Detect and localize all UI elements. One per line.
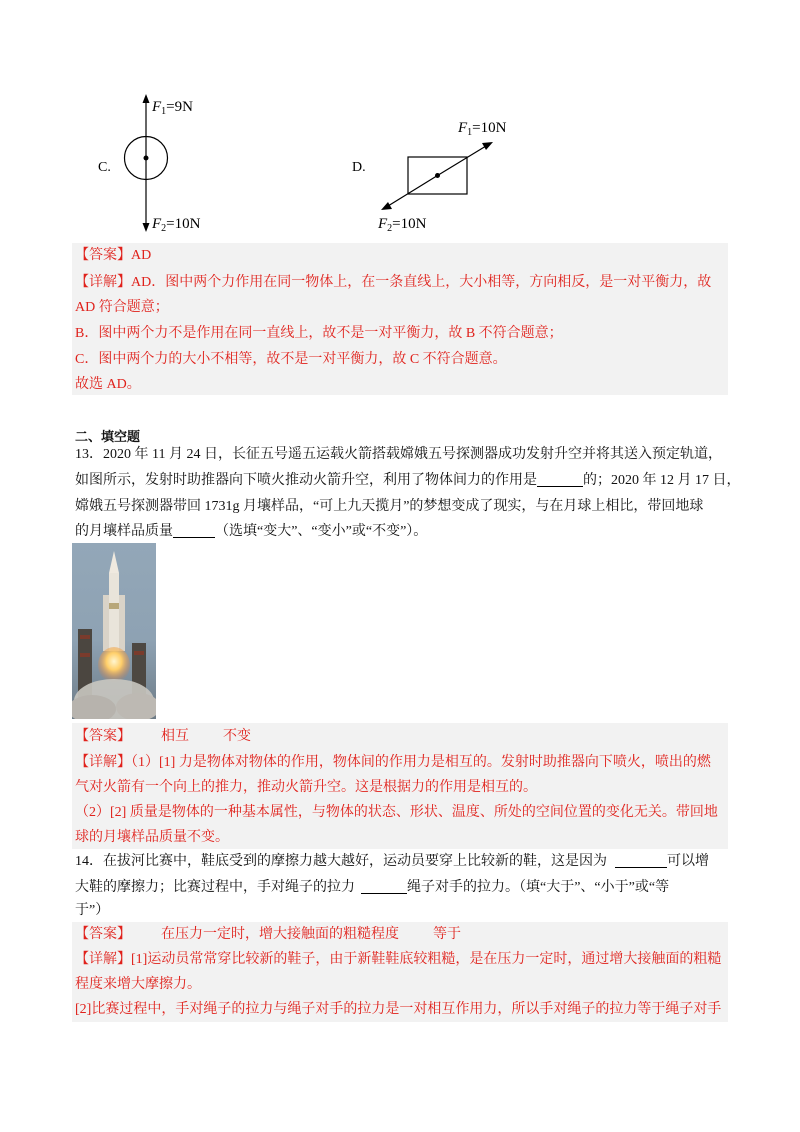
q13-text-line-4: 的月壤样品质量 （选填“变大”、“变小”或“不变”）。 xyxy=(75,524,428,539)
q12-detail-line-4: C．图中两个力的大小不相等，故不是一对平衡力，故 C 不符合题意。 xyxy=(75,352,507,367)
figure-c-force-up-arrowhead xyxy=(143,94,150,103)
q13-detail-line-1: 【详解】（1）[1] 力是物体对物体的作用，物体间的作用力是相互的。发射时助推器向下喷火，喷出的燃 xyxy=(75,755,711,770)
q13-answer-2: 不变 xyxy=(223,729,251,744)
q12-answer: AD xyxy=(131,248,152,263)
option-d-label: D. xyxy=(352,160,366,175)
q12-answer-line xyxy=(75,246,151,266)
q12-detail-line-1: 【详解】AD．图中两个力作用在同一物体上，在一条直线上，大小相等，方向相反，是一对平衡力，故 xyxy=(75,275,712,290)
q13-answer-line xyxy=(75,727,251,747)
figure-d-f2-label: $F_2=10N$ xyxy=(378,216,427,234)
answer-tag: 【答案】 xyxy=(75,248,131,263)
detail-tag: 【详解】 xyxy=(75,275,131,290)
figure-c-f2-label: $F_2=10N$ xyxy=(152,216,201,234)
q14-blank-2[interactable] xyxy=(361,879,407,894)
q13-blank-1[interactable] xyxy=(537,472,583,487)
figure-d-f1-label: $F_1=10N$ xyxy=(458,120,507,138)
q13-detail-line-3: （2）[2] 质量是物体的一种基本属性，与物体的状态、形状、温度、所处的空间位置的变化无关。带回地 xyxy=(75,805,718,820)
q14-blank-1[interactable] xyxy=(615,853,667,868)
q13-detail-line-2: 气对火箭有一个向上的推力，推动火箭升空。这是根据力的作用是相互的。 xyxy=(75,780,537,795)
q14-detail-line-1: 【详解】[1]运动员常常穿比较新的鞋子，由于新鞋鞋底较粗糙，是在压力一定时，通过增大接触面的粗糙 xyxy=(75,952,722,967)
figure-d-force-up-line xyxy=(438,146,487,176)
q12-answer-background xyxy=(72,243,728,395)
q14-answer-1: 在压力一定时，增大接触面的粗糙程度 xyxy=(161,927,399,942)
q14-text-line-2: 大鞋的摩擦力；比赛过程中，手对绳子的拉力 绳子对手的拉力。（填“大于”、“小于”或“等 xyxy=(75,880,670,895)
answer-tag: 【答案】 xyxy=(75,729,131,744)
figure-c-f1-label: $F_1=9N$ xyxy=(152,99,193,117)
q13-text-line-2: 如图所示，发射时助推器向下喷火推动火箭升空，利用了物体间力的作用是 的；2020 年 12 月 17 日， xyxy=(75,473,741,488)
detail-tag: 【详解】 xyxy=(75,755,131,770)
q14-text-line-1: 14．在拔河比赛中，鞋底受到的摩擦力越大越好，运动员要穿上比较新的鞋，这是因为 可以增 xyxy=(75,854,709,869)
q14-answer-line xyxy=(75,925,461,945)
q13-blank-2[interactable] xyxy=(173,523,215,538)
detail-tag: 【详解】 xyxy=(75,952,131,967)
q13-answer-1: 相互 xyxy=(161,729,189,744)
q13-text-line-1: 13．2020 年 11 月 24 日，长征五号遥五运载火箭搭载嫦娥五号探测器成功发射升空并将其送入预定轨道， xyxy=(75,447,722,462)
rocket-launch-photo xyxy=(72,543,156,719)
answer-tag: 【答案】 xyxy=(75,927,131,942)
option-c-label: C. xyxy=(98,160,111,175)
q12-detail-line-3: B．图中两个力不是作用在同一直线上，故不是一对平衡力，故 B 不符合题意； xyxy=(75,326,563,341)
q14-detail-line-3: [2]比赛过程中，手对绳子的拉力与绳子对手的拉力是一对相互作用力，所以手对绳子的拉力等于绳子对手 xyxy=(75,1002,722,1017)
q13-detail-line-4: 球的月壤样品质量不变。 xyxy=(75,830,229,845)
q14-detail-line-2: 程度来增大摩擦力。 xyxy=(75,977,201,992)
q12-detail-line-2: AD 符合题意； xyxy=(75,300,169,315)
q14-text-line-3: 于”） xyxy=(75,903,110,918)
figure-c-force-down-arrowhead xyxy=(143,223,150,232)
q14-answer-2: 等于 xyxy=(433,927,461,942)
q13-text-line-3: 嫦娥五号探测器带回 1731g 月壤样品，“可上九天揽月”的梦想变成了现实，与在月球上相比，带回地球 xyxy=(75,499,704,514)
figure-d-force-up-arrowhead xyxy=(482,142,493,150)
figure-d-force-down-arrowhead xyxy=(381,202,392,210)
figure-d-force-down-line xyxy=(388,176,438,207)
section-title: 二、填空题 xyxy=(75,429,141,444)
q12-detail-line-5: 故选 AD。 xyxy=(75,377,141,392)
figure-d-diagram xyxy=(370,130,510,220)
